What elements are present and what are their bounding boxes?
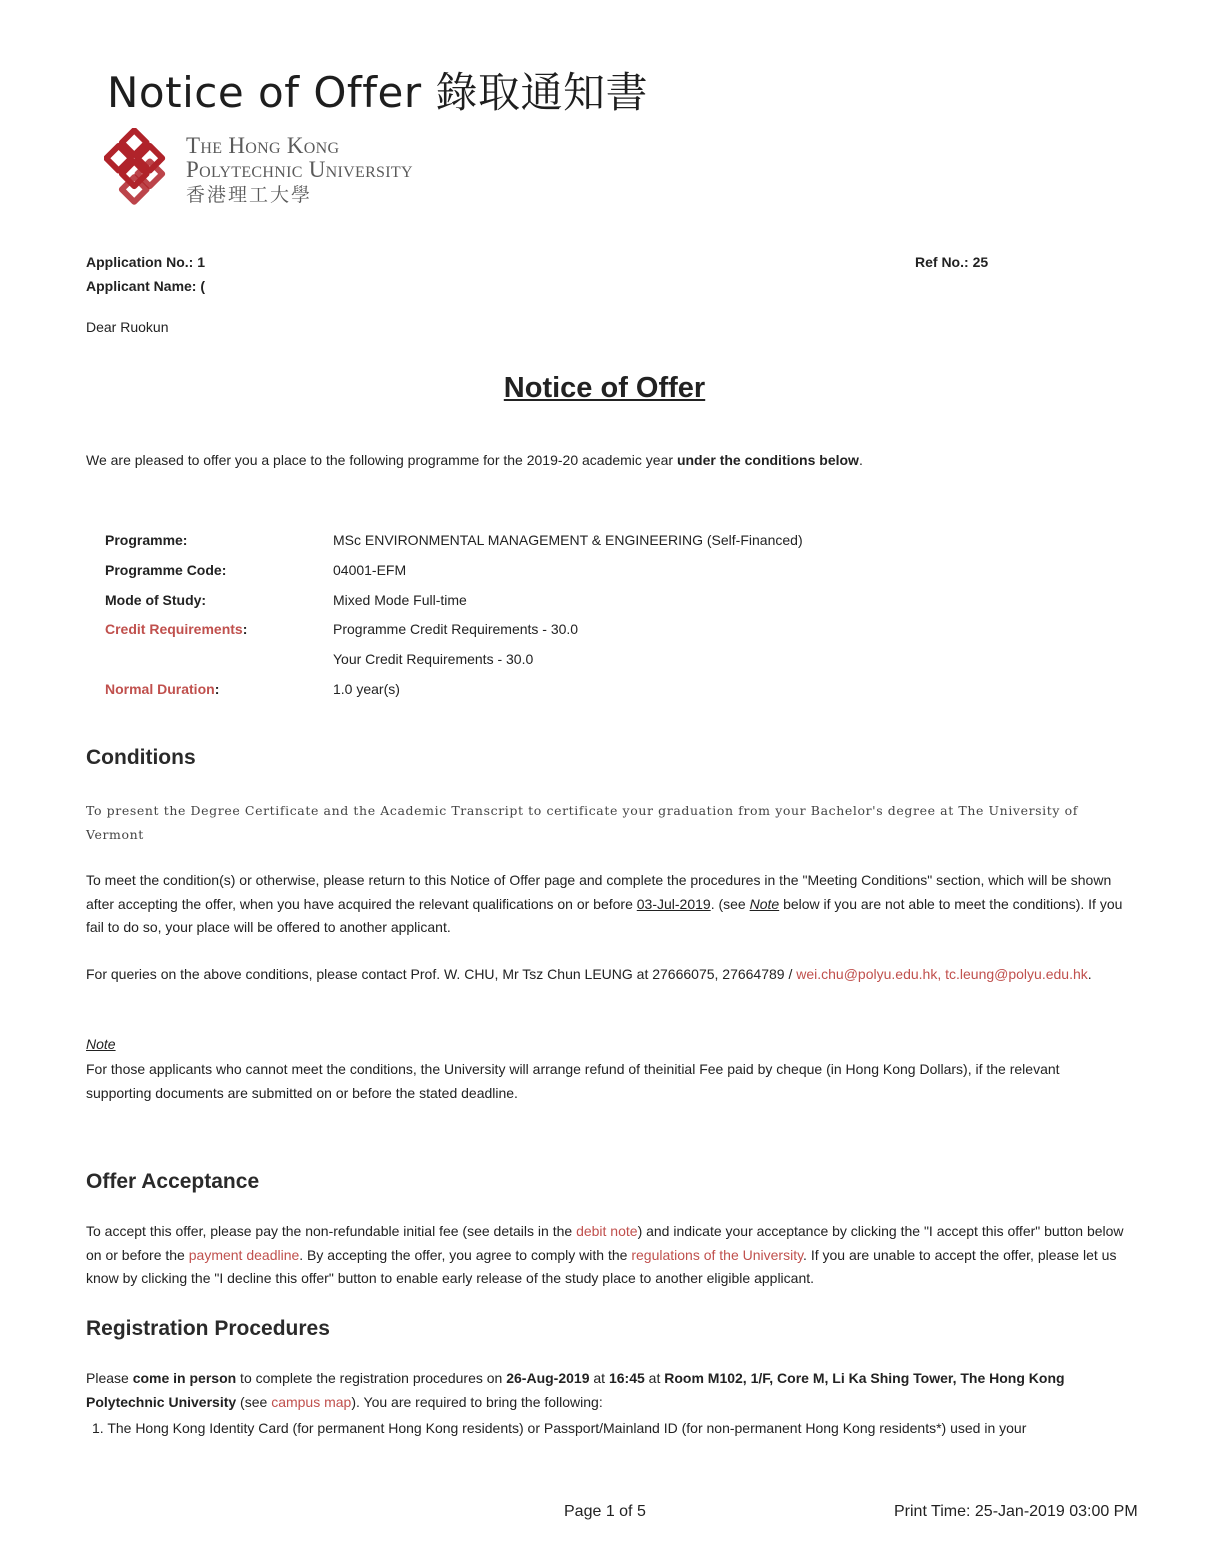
registration-time: 16:45 [608,1370,645,1386]
page-heading: Notice of Offer [503,372,706,404]
meet-text-2: . (see [710,895,750,912]
application-number [86,254,205,270]
offer-acceptance-heading: Offer Acceptance [86,1170,260,1193]
note-text: For those applicants who cannot meet the conditions, the University will arrange refund of theinitial Fee paid by cheque (in Hong Kong Dollars), if the relevant supporting documents are submitted on or before the stated deadline. [86,1061,1060,1101]
programme-label: Programme: [105,532,188,548]
intro-end: . [858,452,863,468]
credit-requirements-label [105,621,247,637]
registration-location: Room M102, 1/F, Core M, Li Ka Shing Tower, The Hong Kong Polytechnic University [86,1370,1065,1410]
note-label: Note [86,1036,116,1052]
document-title: Notice of Offer 錄取通知書 [107,68,648,117]
campus-map-link[interactable]: campus map [271,1393,352,1410]
reg-text-5: (see [236,1393,272,1410]
mode-of-study-label: Mode of Study: [105,592,207,608]
reg-text-2: to complete the registration procedures on [236,1370,507,1386]
registration-list-item: 1. The Hong Kong Identity Card (for permanent Hong Kong residents) or Passport/Mainland ID (for non-permanent Hong Kong residents*) used in your [92,1420,1027,1436]
reference-number-value: 25 [972,254,989,270]
note-reference: Note [749,895,780,912]
university-name-en-line1: The Hong Kong [186,133,340,158]
mode-of-study-value: Mixed Mode Full-time [333,592,467,608]
offer-acceptance-paragraph [86,1220,1126,1291]
your-credit-value: Your Credit Requirements - 30.0 [333,651,534,667]
registration-date: 26-Aug-2019 [506,1370,590,1386]
registration-heading: Registration Procedures [86,1317,330,1340]
university-name [186,134,413,208]
programme-code-label: Programme Code: [105,562,227,578]
application-number-value: 1 [197,254,206,270]
queries-paragraph [86,963,1126,987]
applicant-name [86,278,205,294]
meeting-conditions-paragraph [86,869,1126,940]
condition-text: To present the Degree Certificate and the Academic Transcript to certificate your graduation from your Bachelor's degree at The University of Vermont [86,803,1078,842]
meet-text-1: To meet the condition(s) or otherwise, please return to this Notice of Offer page and complete the procedures in the "Meeting Conditions" section, which will be shown after accepting the offer, when you have acquired the relevant qualifications on or before [86,872,1112,912]
page-number: Page 1 of 5 [564,1503,646,1520]
accept-text-1: To accept this offer, please pay the non-refundable initial fee (see details in the [86,1223,577,1239]
intro-bold: under the conditions below [676,452,859,468]
reg-text-3: at [589,1370,609,1386]
accept-text-3: . By accepting the offer, you agree to comply with the [299,1246,632,1263]
programme-credit-value: Programme Credit Requirements - 30.0 [333,621,579,637]
normal-duration-label [105,681,219,697]
reg-text-6: ). You are required to bring the following: [351,1393,603,1410]
conditions-heading: Conditions [86,746,196,769]
credit-colon: : [242,621,248,637]
polyu-logo-icon [104,128,182,206]
regulations-link[interactable]: regulations of the University [631,1246,804,1263]
applicant-name-label: Applicant Name: [86,278,197,294]
meet-text-3: below if you are not able to meet the conditions). If you fail to do so, your place will be offered to another applicant. [86,895,1123,935]
queries-text: For queries on the above conditions, please contact Prof. W. CHU, Mr Tsz Chun LEUNG at 27666075, 27664789 / [86,966,797,982]
normal-duration-value: 1.0 year(s) [333,681,400,697]
credit-requirements-link[interactable]: Credit Requirements [105,621,243,637]
university-name-en-line2: Polytechnic University [186,157,413,182]
application-number-label: Application No.: [86,254,194,270]
normal-duration-link[interactable]: Normal Duration [105,681,215,697]
reference-number-label: Ref No.: [915,254,969,270]
reg-bold-1: come in person [132,1370,237,1386]
intro-paragraph [86,452,863,468]
greeting: Dear Ruokun [86,319,169,335]
queries-end: . [1087,966,1092,982]
reg-text-1: Please [86,1370,133,1386]
debit-note-link[interactable]: debit note [576,1223,638,1239]
registration-paragraph [86,1367,1126,1414]
duration-colon: : [214,681,220,697]
payment-deadline-link[interactable]: payment deadline [188,1246,300,1263]
print-time: Print Time: 25-Jan-2019 03:00 PM [894,1503,1138,1520]
accept-text-4: . If you are unable to accept the offer, please let us know by clicking the "I decline this offer" button to enable early release of the study place to another eligible applicant. [86,1246,1117,1286]
programme-code-value: 04001-EFM [333,562,407,578]
programme-value: MSc ENVIRONMENTAL MANAGEMENT & ENGINEERING (Self-Financed) [333,532,803,548]
contact-email-link[interactable]: wei.chu@polyu.edu.hk, tc.leung@polyu.edu.hk [796,966,1088,982]
university-name-zh: 香港理工大學 [186,185,313,206]
condition-deadline: 03-Jul-2019 [636,895,711,912]
applicant-name-value: ( [200,278,206,294]
reference-number [915,254,988,270]
intro-text: We are pleased to offer you a place to the following programme for the 2019-20 academic year [86,452,677,468]
reg-text-4: at [644,1370,665,1386]
accept-text-2: ) and indicate your acceptance by clicking the "I accept this offer" button below on or before the [86,1223,1124,1263]
